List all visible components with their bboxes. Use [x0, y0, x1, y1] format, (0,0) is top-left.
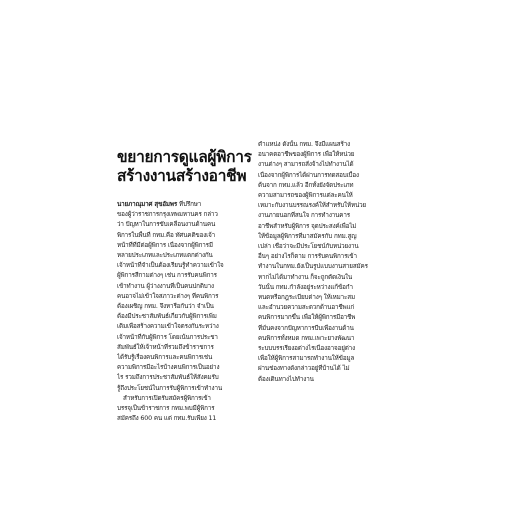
article-right-column — [258, 140, 398, 385]
article-text-line: ต้องเดินทางไปทำงาน — [258, 375, 314, 383]
article-text-line: ระบบบรรเรียงอต่างไรเนื่องอาจอยู่ต่าง — [258, 345, 355, 353]
article-text-line: ได้รับรู้เรื่องคนพิการและคนพิการเช่น — [117, 354, 213, 362]
article-text-line: วันนั้น กทม.กำลังอยู่ระหว่างแก้ข้อกำ — [258, 283, 353, 291]
article-text-line: เจ้าหน้าที่กับผู้พิการ โดยเน้นการประชา — [117, 333, 218, 341]
article-text-line: พิการในพื้นที่ กทม.คือ ทัศนคติของเจ้า — [117, 231, 216, 239]
article-text-line: คนพิการทั้งหมด กทม.เพาะยางพัฒนา — [258, 334, 355, 342]
byline-name: นายภาณุมาศ สุขอัมพร — [117, 201, 178, 208]
article-text-line: อนาคตอาชีพของผู้พิการ เพื่อให้หน่วย — [258, 151, 355, 159]
headline-line-1: ขยายการดูแลผู้พิการ — [117, 148, 252, 166]
article-text-line: ผู้พิการสีกามต่างๆ เช่น การรับคนพิการ — [117, 272, 217, 280]
article-text-line: สมัครถึง 600 คน แต่ กทม.รับเพียง 11 — [117, 415, 217, 423]
article-left-column — [117, 200, 257, 424]
article-text-line: อื่นๆ อย่างไรก็ตาม การรับคนพิการเข้า — [258, 253, 357, 261]
article-text-line: ทำงานในกทม.ยังเป็นรูปแบบงานสายสมัคร — [258, 263, 368, 271]
article-text-line: เนื่องจากผู้พิการได้ผ่านการทดสอบเบื้อง — [258, 171, 359, 179]
article-text-line: ว่า ปัญหาในการขับเคลื่อนงานด้านคน — [117, 221, 216, 229]
article-text-line: เข้าทำงาน ผู้ว่างงานที่เป็นคนปกติบาง — [117, 282, 214, 290]
article-text-line: หน้าที่ที่มีต่อผู้พิการ เนื่องจากผู้พิการมี — [117, 241, 213, 249]
headline-line-2: สร้างงานสร้างอาชีพ — [117, 167, 247, 185]
article-text-line: นายภาณุมาศ สุขอัมพร ที่ปรึกษา — [117, 201, 202, 208]
article-text-line: หลายประเภทและประเภทแตกต่างกัน — [117, 252, 213, 260]
article-text-line: เพื่อให้ผู้พิการสามารถทำงานให้ข้อมูล — [258, 355, 355, 363]
article-text-line: อาชีพสำหรับผู้พิการ จุดประสงค์เพื่อไม่ — [258, 222, 357, 230]
article-text-line: และอำนวยความสะดวกด้านอาชีพแก่ — [258, 304, 355, 312]
article-text-line: เหมาะกับงานบรรณรงค์ให้สำหรับให้หน่วย — [258, 202, 367, 210]
article-text-line: ผ่านช่องทางดังกล่าวอยู่ที่บ้านได้ ไม่ — [258, 365, 350, 373]
article-text-line: หนดหรือกฎระเบียบต่างๆ ให้เหมาะสม — [258, 294, 355, 302]
article-text-line: หากไม่ได้มาทำงาน ก็จะถูกตัดเงินใน — [258, 273, 353, 281]
article-text-line: คนอาจไม่เข้าใจสภาวะต่างๆ ที่คนพิการ — [117, 292, 219, 300]
article-text-line: ต้องเผชิญ กทม. จึงหารือกันว่า จำเป็น — [117, 303, 214, 311]
article-text-line: ความพิการมีอะไรบ้างคนพิการเป็นอย่าง — [117, 364, 220, 372]
article-text-line: งานต่างๆ สามารถสั่งจ้างไปทำงานได้ — [258, 161, 354, 169]
article-text-line: สำหรับการเปิดรับสมัครผู้พิการเข้า — [123, 394, 211, 402]
article-text-line: ตำแหน่ง ดังนั้น กทม. จึงมีแผนสร้าง — [258, 141, 351, 148]
article-text-line: งานภายนอกที่สนใจ การทำงานคาร — [258, 212, 350, 220]
article-text-line: ให้ข้อมูลผู้พิการที่มาสมัครกับ กทม.สูญ — [258, 232, 357, 240]
article-text-line: ไร รวมถึงการประชาสัมพันธ์ให้สังคมรับ — [117, 374, 219, 382]
article-text-line: เปล่า เชื่อว่าจะมีประโยชน์กับหน่วยงาน — [258, 243, 359, 251]
article-text-line: ที่มั่นคงจากปัญหาการบีบเพื่องานด้าน — [258, 324, 354, 332]
article-text-line: ต้องมีประชาสัมพันธ์เกี่ยวกับผู้พิการเพิ่ม — [117, 313, 217, 321]
article-text-line: ของผู้ว่าราชการกรุงเทพมหานคร กล่าว — [117, 211, 218, 219]
article-text-line: บรรจุเป็นข้าราชการ กทม.พบมีผู้พิการ — [117, 405, 215, 413]
newspaper-clipping — [112, 140, 400, 423]
article-text-line: รู้ถึงประโยชน์ในการรับผู้พิการเข้าทำงาน — [117, 384, 222, 392]
article-text-line: คนพิการมากขึ้น เพื่อให้ผู้พิการมีอาชีพ — [258, 314, 356, 322]
article-text-line: ต้นจาก กทม.แล้ว อีกทั้งยังจัดประเภท — [258, 181, 354, 189]
article-text-line: สัมพันธ์ให้เจ้าหน้าที่รวมถึงข้าราชการ — [117, 343, 214, 351]
article-text-line: เติมเพื่อสร้างความเข้าใจตรงกันระหว่าง — [117, 323, 219, 331]
article-headline — [117, 148, 257, 186]
article-text-line: ความสามารถของผู้พิการแต่ละคนให้ — [258, 192, 353, 200]
article-text-line: เจ้าหน้าที่จำเป็นต้องเรียนรู้ทำความเข้าใจ — [117, 262, 224, 270]
